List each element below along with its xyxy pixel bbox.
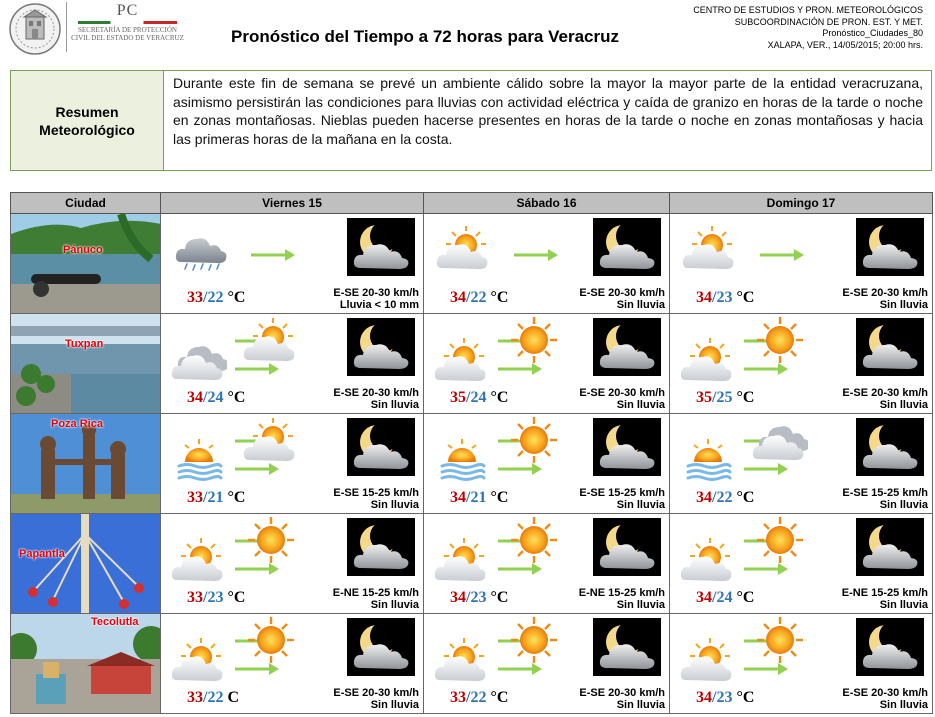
city-photo [11,514,160,613]
temp-unit: °C [490,389,509,406]
table-row [11,614,933,714]
temp-unit: °C [736,489,755,506]
rain-text: Sin lluvia [879,299,928,311]
day-forecast-cell [161,414,424,514]
night-cloud-icon [347,518,415,576]
rain-text: Sin lluvia [616,399,665,411]
wind-rain-info [579,387,665,411]
wind-rain-info [842,587,928,611]
night-cloud-icon [593,618,661,676]
arrow-icon [496,362,544,376]
arrow-icon [496,462,544,476]
temp-min: 23 [716,689,733,706]
rain-text: Sin lluvia [616,699,665,711]
sun-cloud-icon [243,316,299,364]
day-forecast-cell [424,214,670,314]
temp-min: 22 [207,289,224,306]
day-forecast-cell [670,614,933,714]
temp-min: 21 [470,489,487,506]
wind-rain-info [842,287,928,311]
fog-sun-icon [434,436,490,484]
temp-min: 22 [470,289,487,306]
fog-sun-icon [171,436,227,484]
temp-unit: °C [490,489,509,506]
city-cell [11,414,161,514]
day-forecast-cell [670,314,933,414]
wind-rain-info [842,387,928,411]
temp-max: 34 [696,589,712,606]
sun-cloud-icon [171,536,227,584]
temperature: 34/22 °C [696,489,755,506]
day-forecast-cell [670,414,933,514]
rain-text: Sin lluvia [616,499,665,511]
temp-unit: °C [227,489,246,506]
temp-unit: °C [736,289,755,306]
sun-cloud-icon [434,536,490,584]
arrow-icon [742,462,790,476]
temperature: 34/24 °C [696,589,755,606]
wind-rain-info [333,487,419,511]
temp-max: 33 [187,689,203,706]
summary-text: Durante este fin de semana se prevé un ambiente cálido sobre la mayor la mayor parte de la entidad veracruzana, asimismo persistirán las condiciones para lluvias con actividad eléctrica y caída de granizo en horas de la tarde o noche en zonas montañosas. Nieblas pueden hacerse presentes en horas de la tarde o noche en zonas montañosas y hacia las primeras horas de la mañana en la costa. [173,75,923,147]
rain-text: Sin lluvia [616,299,665,311]
temp-unit: C [227,689,240,706]
day-forecast-cell [161,514,424,614]
day-forecast-cell [161,214,424,314]
temp-min: 21 [207,489,224,506]
temp-unit: °C [227,589,246,606]
pc-logo-text: PC [116,2,139,19]
temp-max: 34 [450,589,466,606]
temp-unit: °C [736,589,755,606]
rain-text: Sin lluvia [370,699,419,711]
wind-rain-info [579,487,665,511]
temperature: 33/22 °C [187,289,246,306]
issuer-line: SUBCOORDINACIÓN DE PRON. EST. Y MET. [734,16,923,27]
temperature: 34/23 °C [696,689,755,706]
temp-max: 34 [696,489,712,506]
night-cloud-icon [347,218,415,276]
day-forecast-cell [161,314,424,414]
temperature: 35/25 °C [696,389,755,406]
temperature: 34/23 °C [696,289,755,306]
rain-text: Sin lluvia [879,499,928,511]
temperature: 34/22 °C [450,289,509,306]
wind-text: E-SE 20-30 km/h [333,687,419,699]
forecast-table [10,192,933,714]
sun-cloud-icon [680,336,736,384]
night-cloud-icon [593,418,661,476]
sun-icon [506,316,562,364]
wind-text: E-SE 15-25 km/h [333,487,419,499]
column-header-day2: Sábado 16 [424,193,670,214]
arrow-icon [233,562,281,576]
day-forecast-cell [424,414,670,514]
temp-max: 33 [187,489,203,506]
temp-min: 22 [470,689,487,706]
sun-cloud-icon [680,536,736,584]
veracruz-seal-icon [8,2,62,56]
temp-unit: °C [227,389,246,406]
arrow-icon [496,662,544,676]
rain-text: Sin lluvia [879,399,928,411]
wind-rain-info [842,687,928,711]
proteccion-civil-logo [70,2,185,52]
day-forecast-cell [670,514,933,614]
sun-cloud-icon [434,636,490,684]
temp-max: 34 [450,289,466,306]
day-forecast-cell [424,514,670,614]
issuer-line: Pronóstico_Ciudades_80 [822,28,923,38]
wind-rain-info [333,287,419,311]
wind-text: E-SE 20-30 km/h [842,687,928,699]
night-cloud-icon [856,418,924,476]
temp-max: 33 [187,289,203,306]
sun-cloud-icon [680,636,736,684]
rain-text: Lluvia < 10 mm [339,299,419,311]
column-header-day1: Viernes 15 [161,193,424,214]
city-photo [11,314,160,413]
temp-max: 34 [696,289,712,306]
temp-max: 33 [450,689,466,706]
temp-max: 34 [187,389,203,406]
column-header-city: Ciudad [11,193,161,214]
temp-min: 23 [716,289,733,306]
weather-summary [10,70,932,171]
issuer-info [693,5,923,51]
temp-unit: °C [227,289,246,306]
wind-text: E-SE 15-25 km/h [842,487,928,499]
arrow-icon [233,662,281,676]
wind-text: E-NE 15-25 km/h [841,587,928,599]
cloudy-icon [752,416,808,464]
wind-text: E-SE 20-30 km/h [842,287,928,299]
arrow-icon [233,462,281,476]
night-cloud-icon [856,618,924,676]
night-cloud-icon [856,218,924,276]
sun-cloud-icon [171,636,227,684]
sun-icon [243,616,299,664]
temperature: 34/21 °C [450,489,509,506]
city-cell [11,314,161,414]
temp-min: 24 [207,389,224,406]
day-forecast-cell [424,614,670,714]
temp-unit: °C [736,389,755,406]
day-forecast-cell [424,314,670,414]
city-name: Tecolutla [91,616,139,628]
sun-cloud-icon [436,224,492,272]
rain-text: Sin lluvia [616,599,665,611]
wind-text: E-NE 15-25 km/h [578,587,665,599]
wind-rain-info [333,687,419,711]
night-cloud-icon [856,318,924,376]
wind-rain-info [579,687,665,711]
temperature: 33/22 C [187,689,240,706]
wind-text: E-SE 20-30 km/h [579,387,665,399]
wind-text: E-SE 20-30 km/h [333,387,419,399]
pc-subtitle: SECRETARÍA DE PROTECCIÓN CIVIL DEL ESTADO DE VERACRUZ [71,26,184,42]
temp-max: 34 [450,489,466,506]
night-cloud-icon [856,518,924,576]
table-row [11,414,933,514]
temperature: 33/22 °C [450,689,509,706]
rain-text: Sin lluvia [879,699,928,711]
city-cell [11,614,161,714]
day-forecast-cell [161,614,424,714]
night-cloud-icon [593,318,661,376]
night-cloud-icon [347,418,415,476]
arrow-icon [742,362,790,376]
table-row [11,314,933,414]
sun-cloud-icon [243,416,299,464]
wind-rain-info [333,587,419,611]
wind-rain-info [333,387,419,411]
city-name: Poza Rica [51,418,103,430]
issuer-line: CENTRO DE ESTUDIOS Y PRON. METEOROLÓGICOS [693,5,923,15]
issuer-line: XALAPA, VER., 14/05/2015; 20:00 hrs. [767,39,923,50]
fog-sun-icon [680,436,736,484]
rain-text: Sin lluvia [370,399,419,411]
sun-icon [752,316,808,364]
temp-unit: °C [490,589,509,606]
night-cloud-icon [347,618,415,676]
arrow-icon [249,248,297,262]
column-header-day3: Domingo 17 [670,193,933,214]
temp-min: 23 [207,589,224,606]
wind-rain-info [579,587,665,611]
wind-text: E-SE 15-25 km/h [579,487,665,499]
sun-cloud-icon [434,336,490,384]
arrow-icon [496,562,544,576]
city-name: Tuxpan [65,338,104,350]
arrow-icon [758,248,806,262]
temp-unit: °C [490,689,509,706]
night-cloud-icon [593,218,661,276]
table-row [11,514,933,614]
temperature: 33/23 °C [187,589,246,606]
cloudy-icon [171,336,227,384]
city-name: Papantla [19,548,65,560]
city-cell [11,514,161,614]
temperature: 34/24 °C [187,389,246,406]
temp-max: 34 [696,689,712,706]
wind-text: E-SE 20-30 km/h [842,387,928,399]
arrow-icon [742,562,790,576]
sun-icon [752,616,808,664]
temp-min: 22 [716,489,733,506]
wind-rain-info [579,287,665,311]
arrow-icon [512,248,560,262]
sun-icon [506,516,562,564]
temp-max: 33 [187,589,203,606]
temperature: 34/23 °C [450,589,509,606]
temperature: 33/21 °C [187,489,246,506]
sun-icon [506,616,562,664]
sun-cloud-icon [682,224,738,272]
rain-cloud-icon [173,224,229,272]
summary-label: Resumen Meteorológico [11,71,164,170]
arrow-icon [233,362,281,376]
city-name: Pánuco [63,244,103,256]
wind-text: E-NE 15-25 km/h [332,587,419,599]
city-photo [11,214,160,313]
arrow-icon [742,662,790,676]
temp-max: 35 [696,389,712,406]
rain-text: Sin lluvia [879,599,928,611]
table-row [11,214,933,314]
city-photo [11,614,160,713]
wind-text: E-SE 20-30 km/h [579,687,665,699]
rain-text: Sin lluvia [370,499,419,511]
temp-unit: °C [490,289,509,306]
table-header-row [11,193,933,214]
temp-unit: °C [736,689,755,706]
temp-min: 25 [716,389,733,406]
temp-min: 24 [716,589,733,606]
day-forecast-cell [670,214,933,314]
night-cloud-icon [593,518,661,576]
sun-icon [752,516,808,564]
sun-icon [506,416,562,464]
flag-bar [78,21,177,24]
sun-icon [243,516,299,564]
night-cloud-icon [347,318,415,376]
wind-text: E-SE 20-30 km/h [579,287,665,299]
wind-text: E-SE 20-30 km/h [333,287,419,299]
wind-rain-info [842,487,928,511]
temp-min: 22 [207,689,224,706]
rain-text: Sin lluvia [370,599,419,611]
temp-min: 24 [470,389,487,406]
city-cell [11,214,161,314]
temp-max: 35 [450,389,466,406]
page-title: Pronóstico del Tiempo a 72 horas para Veracruz [231,27,619,46]
temperature: 35/24 °C [450,389,509,406]
temp-min: 23 [470,589,487,606]
